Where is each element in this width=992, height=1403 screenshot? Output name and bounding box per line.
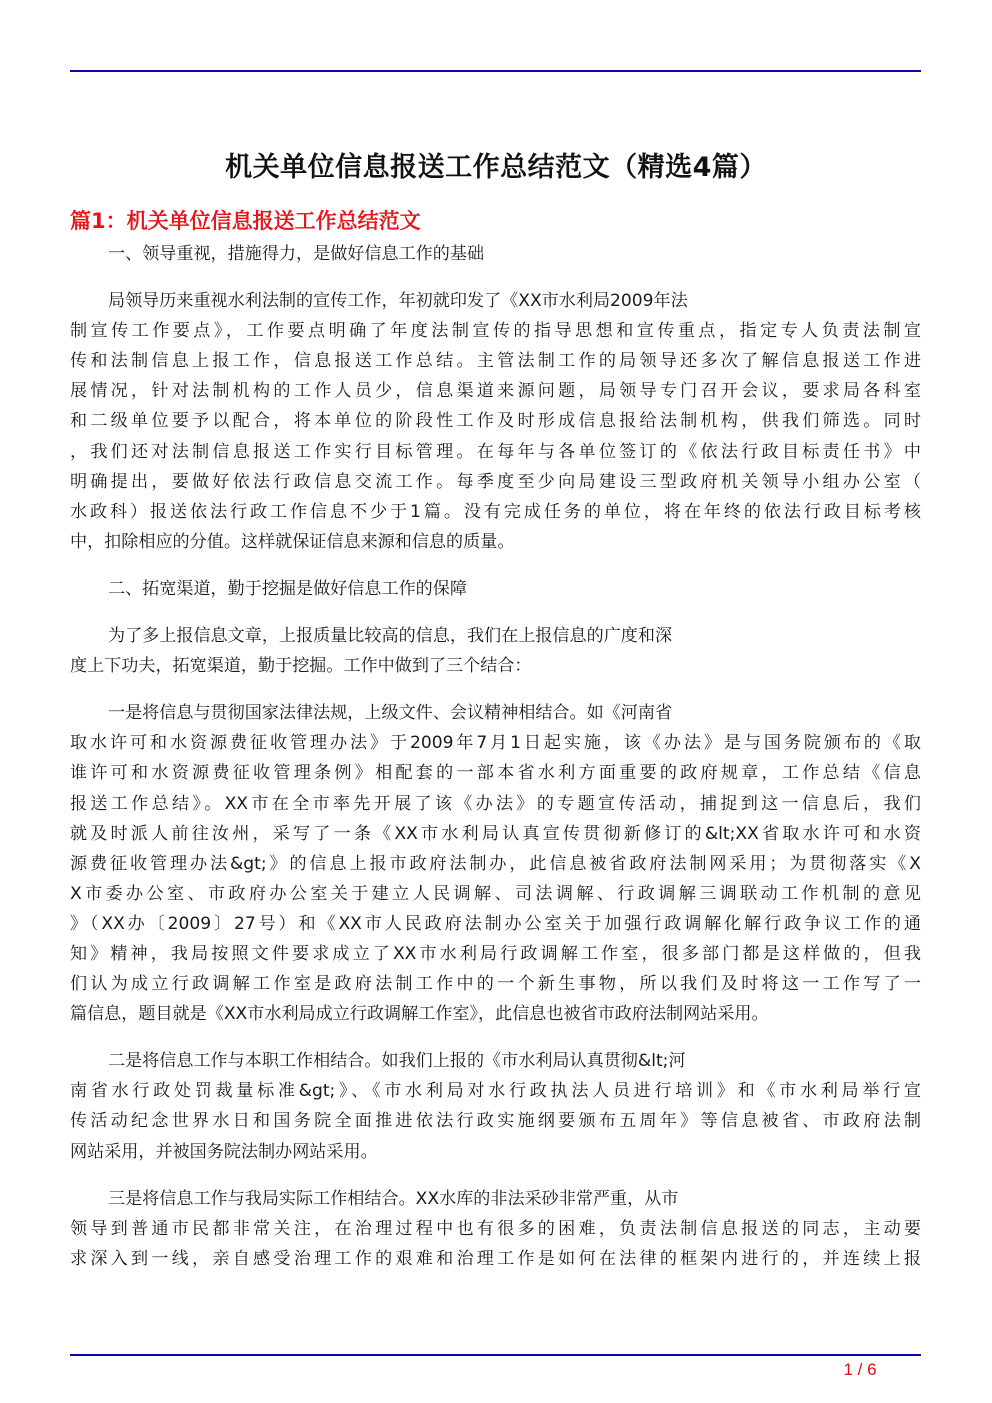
text-line: 就及时派人前往汝州，采写了一条《XX市水利局认真宣传贯彻新修订的&lt;XX省取水许可和水资 [70,823,921,844]
subsection-heading [70,574,921,604]
body-paragraph [70,621,921,681]
document-body [70,239,921,1291]
header-rule [70,70,921,72]
text-line: 篇信息，题目就是《XX市水利局成立行政调解工作室》，此信息也被省市政府法制网站采用。 [70,1004,769,1025]
text-line: 南省水行政处罚裁量标准&gt;》、《市水利局对水行政执法人员进行培训》和《市水利局举行宣 [70,1081,921,1102]
text-line: 源费征收管理办法&gt;》的信息上报市政府法制办，此信息被省政府法制网采用；为贯彻落实《X [70,853,921,874]
text-line: 求深入到一线，亲自感受治理工作的艰难和治理工作是如何在法律的框架内进行的，并连续上报 [70,1248,921,1269]
body-paragraph [70,698,921,1029]
text-line: 一、领导重视，措施得力，是做好信息工作的基础 [108,244,485,264]
text-line: 报送工作总结》。XX市在全市率先开展了该《办法》的专题宣传活动，捕捉到这一信息后，我们 [70,793,921,814]
text-line: 明确提出，要做好依法行政信息交流工作。每季度至少向局建设三型政府机关领导小组办公室（ [70,471,921,492]
section-heading: 篇1：机关单位信息报送工作总结范文 [70,209,421,234]
text-line: 网站采用，并被国务院法制办网站采用。 [70,1141,378,1162]
text-line: ，我们还对法制信息报送工作实行目标管理。在每年与各单位签订的《依法行政目标责任书》中 [70,441,921,462]
text-line: 们认为成立行政调解工作室是政府法制工作中的一个新生事物，所以我们及时将这一工作写了一 [70,974,921,995]
text-line: 度上下功夫，拓宽渠道，勤于挖掘。工作中做到了三个结合： [70,656,532,677]
text-line: 制宣传工作要点》，工作要点明确了年度法制宣传的指导思想和宣传重点，指定专人负责法制宣 [70,321,921,342]
text-line: 取水许可和水资源费征收管理办法》于2009年7月1日起实施，该《办法》是与国务院颁布的《取 [70,733,921,754]
text-line: X市委办公室、市政府办公室关于建立人民调解、司法调解、行政调解三调联动工作机制的意见 [70,883,921,904]
body-paragraph [70,286,921,557]
subsection-heading [70,239,921,269]
text-line: 传和法制信息上报工作，信息报送工作总结。主管法制工作的局领导还多次了解信息报送工作进 [70,351,921,372]
text-line: 三是将信息工作与我局实际工作相结合。XX水库的非法采砂非常严重，从市 [108,1188,679,1209]
text-line: 知》精神，我局按照文件要求成立了XX市水利局行政调解工作室，很多部门都是这样做的，但我 [70,943,921,964]
text-line: 传活动纪念世界水日和国务院全面推进依法行政实施纲要颁布五周年》等信息被省、市政府法制 [70,1111,921,1132]
body-paragraph [70,1046,921,1166]
page-number: 1 / 6 [843,1360,877,1379]
text-line: 一是将信息与贯彻国家法律法规，上级文件、会议精神相结合。如《河南省 [108,703,673,724]
text-line: 二是将信息工作与本职工作相结合。如我们上报的《市水利局认真贯彻&lt;河 [108,1051,686,1072]
text-line: 中，扣除相应的分值。这样就保证信息来源和信息的质量。 [70,531,515,552]
text-line: 局领导历来重视水利法制的宣传工作，年初就印发了《XX市水利局2009年法 [108,291,688,312]
text-line: 》（XX办〔2009〕27号）和《XX市人民政府法制办公室关于加强行政调解化解行政争议工作的通 [70,913,921,934]
text-line: 二、拓宽渠道，勤于挖掘是做好信息工作的保障 [108,578,467,599]
text-line: 领导到普通市民都非常关注，在治理过程中也有很多的困难，负责法制信息报送的同志，主动要 [70,1218,921,1239]
text-line: 展情况，针对法制机构的工作人员少，信息渠道来源问题，局领导专门召开会议，要求局各科室 [70,381,921,402]
text-line: 和二级单位要予以配合，将本单位的阶段性工作及时形成信息报给法制机构，供我们筛选。同时 [70,411,921,432]
footer-rule [70,1354,921,1356]
document-title: 机关单位信息报送工作总结范文（精选4篇） [225,152,767,184]
text-line: 为了多上报信息文章，上报质量比较高的信息，我们在上报信息的广度和深 [108,626,673,647]
body-paragraph [70,1184,921,1274]
text-line: 谁许可和水资源费征收管理条例》相配套的一部本省水利方面重要的政府规章，工作总结《信息 [70,763,921,784]
text-line: 水政科）报送依法行政工作信息不少于1篇。没有完成任务的单位，将在年终的依法行政目标考核 [70,501,921,522]
